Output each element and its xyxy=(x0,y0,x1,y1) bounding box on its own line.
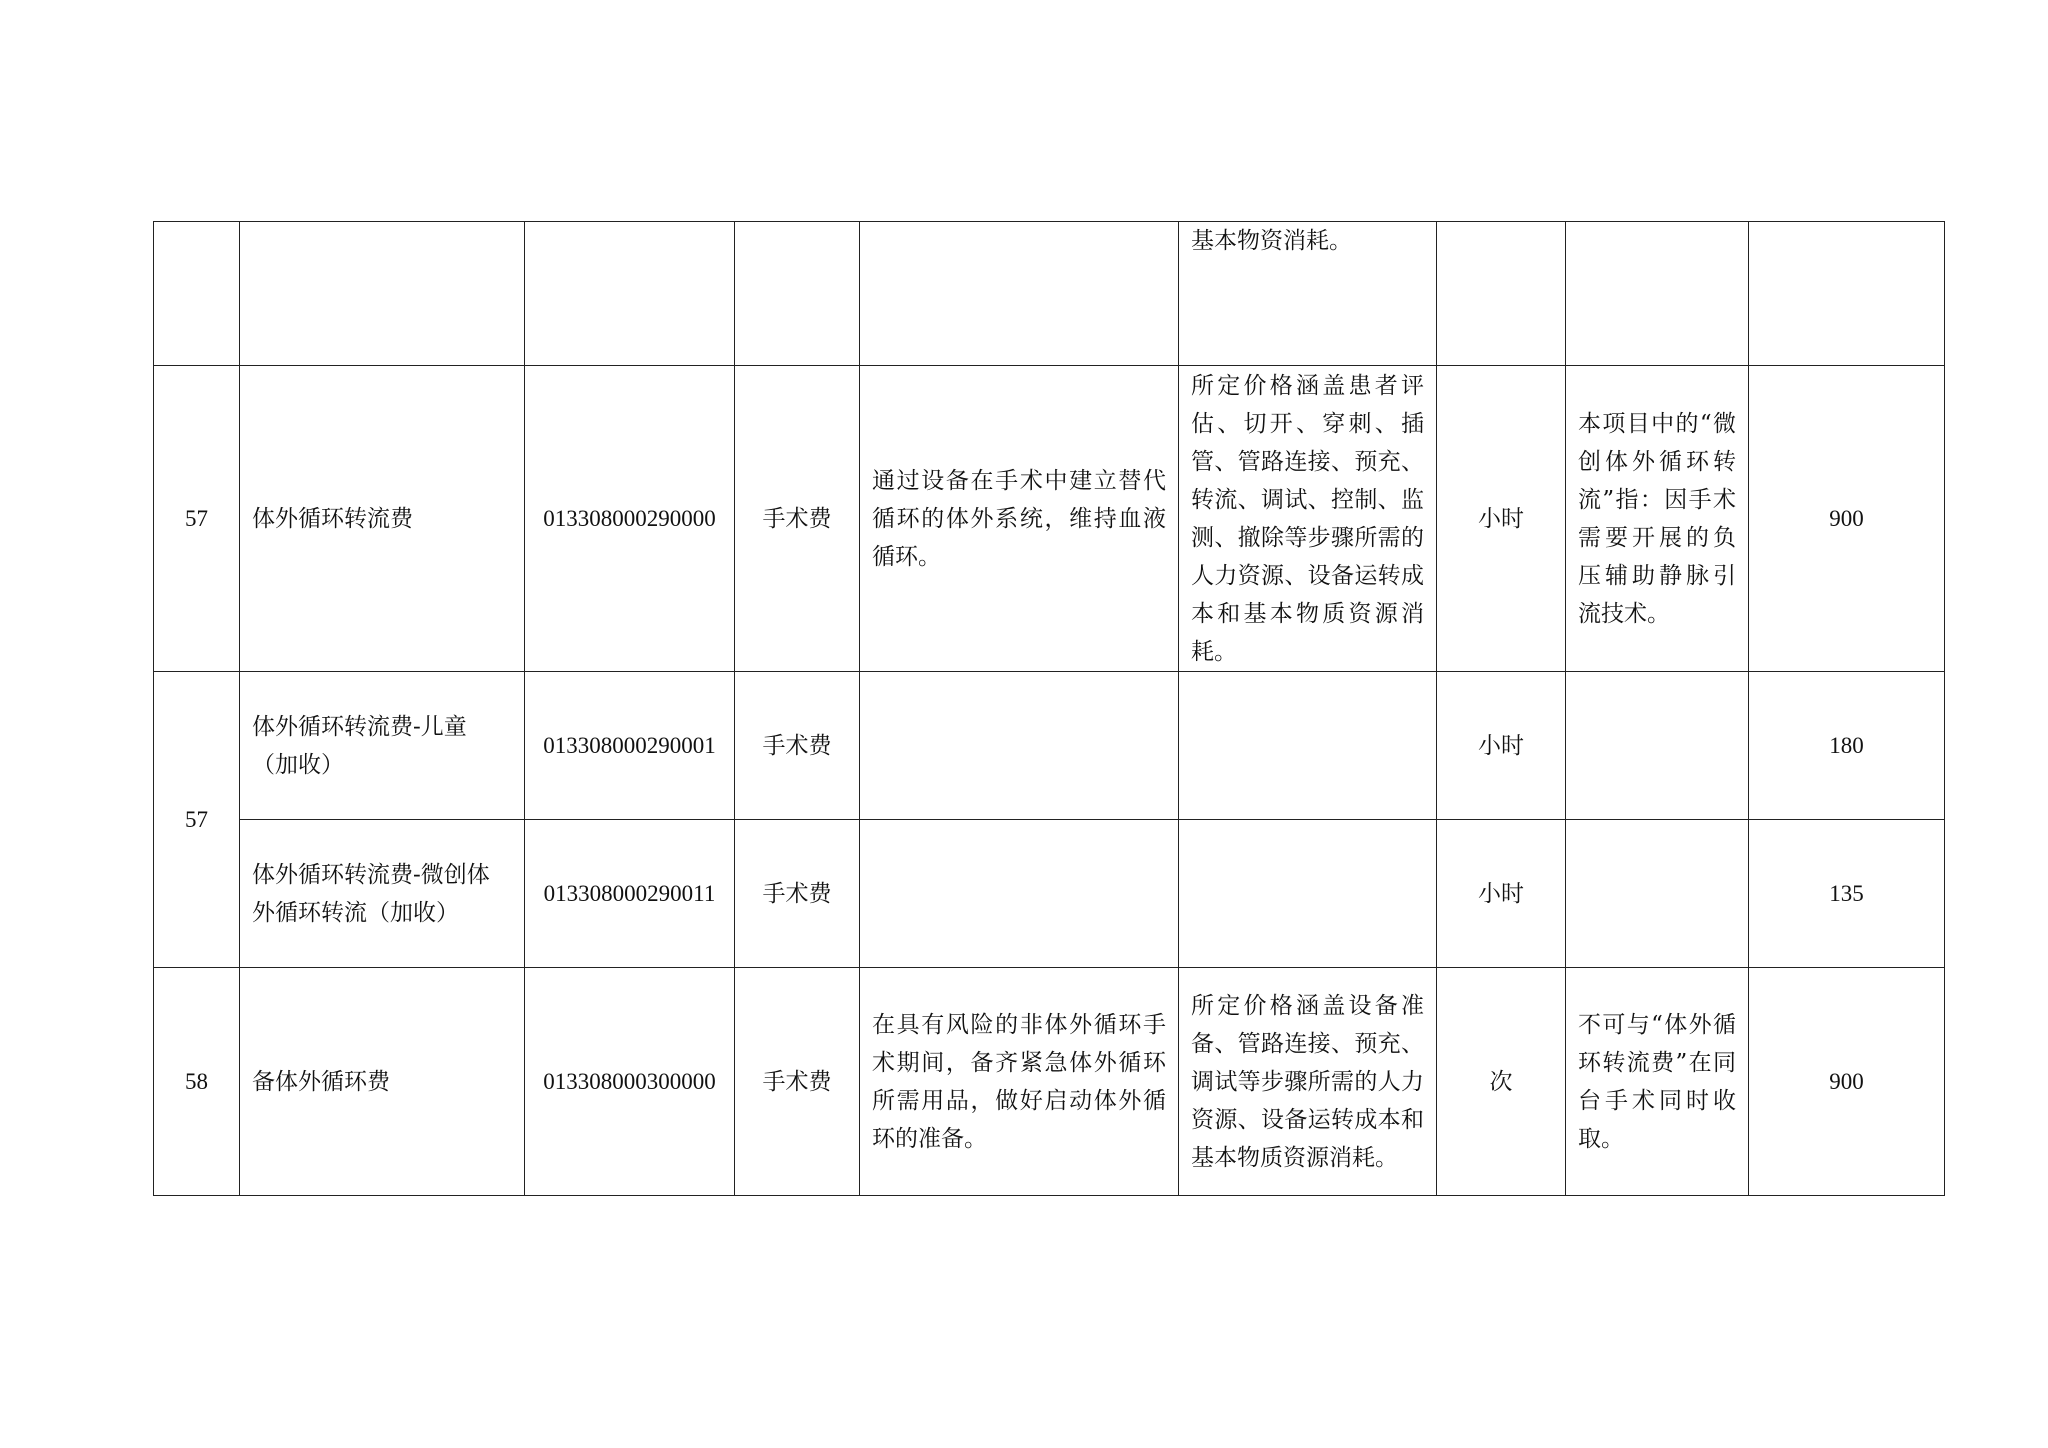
cell-code: 013308000290011 xyxy=(525,820,735,968)
table-row-57-child xyxy=(154,672,1945,820)
cell-name xyxy=(240,222,525,366)
cell-connotation: 所定价格涵盖患者评估、切开、穿刺、插管、管路连接、预充、转流、调试、控制、监测、撤除等步骤所需的人力资源、设备运转成本和基本物质资源消耗。 xyxy=(1179,366,1437,672)
cell-unit: 小时 xyxy=(1437,820,1566,968)
cell-connotation xyxy=(1179,820,1437,968)
cell-name: 体外循环转流费-微创体外循环转流（加收） xyxy=(240,820,525,968)
cell-price xyxy=(1749,222,1945,366)
cell-note xyxy=(1566,222,1749,366)
cell-price: 180 xyxy=(1749,672,1945,820)
table-row-continued xyxy=(154,222,1945,366)
cell-note: 不可与“体外循环转流费”在同台手术同时收取。 xyxy=(1566,968,1749,1196)
cell-category: 手术费 xyxy=(735,820,860,968)
cell-unit: 小时 xyxy=(1437,672,1566,820)
cell-description xyxy=(860,672,1179,820)
cell-unit xyxy=(1437,222,1566,366)
cell-description: 通过设备在手术中建立替代循环的体外系统，维持血液循环。 xyxy=(860,366,1179,672)
cell-code: 013308000290001 xyxy=(525,672,735,820)
cell-code: 013308000290000 xyxy=(525,366,735,672)
cell-price: 135 xyxy=(1749,820,1945,968)
cell-code: 013308000300000 xyxy=(525,968,735,1196)
cell-code xyxy=(525,222,735,366)
cell-price: 900 xyxy=(1749,366,1945,672)
cell-description xyxy=(860,222,1179,366)
cell-category: 手术费 xyxy=(735,672,860,820)
cell-connotation: 所定价格涵盖设备准备、管路连接、预充、调试等步骤所需的人力资源、设备运转成本和基本物质资源消耗。 xyxy=(1179,968,1437,1196)
cell-seq: 57 xyxy=(154,672,240,968)
cell-seq: 58 xyxy=(154,968,240,1196)
cell-name: 体外循环转流费 xyxy=(240,366,525,672)
cell-category xyxy=(735,222,860,366)
cell-name: 体外循环转流费-儿童（加收） xyxy=(240,672,525,820)
cell-note xyxy=(1566,820,1749,968)
table-row-57-minimal xyxy=(154,820,1945,968)
table-row-58 xyxy=(154,968,1945,1196)
price-table xyxy=(153,221,1945,1196)
cell-seq: 57 xyxy=(154,366,240,672)
connotation-text: 基本物资消耗。 xyxy=(1191,228,1352,254)
cell-name: 备体外循环费 xyxy=(240,968,525,1196)
cell-description: 在具有风险的非体外循环手术期间，备齐紧急体外循环所需用品，做好启动体外循环的准备。 xyxy=(860,968,1179,1196)
cell-connotation xyxy=(1179,222,1437,366)
cell-category: 手术费 xyxy=(735,968,860,1196)
cell-description xyxy=(860,820,1179,968)
cell-connotation xyxy=(1179,672,1437,820)
cell-price: 900 xyxy=(1749,968,1945,1196)
cell-note xyxy=(1566,672,1749,820)
cell-unit: 小时 xyxy=(1437,366,1566,672)
table-row-57 xyxy=(154,366,1945,672)
cell-unit: 次 xyxy=(1437,968,1566,1196)
cell-seq xyxy=(154,222,240,366)
cell-category: 手术费 xyxy=(735,366,860,672)
cell-note: 本项目中的“微创体外循环转流”指：因手术需要开展的负压辅助静脉引流技术。 xyxy=(1566,366,1749,672)
